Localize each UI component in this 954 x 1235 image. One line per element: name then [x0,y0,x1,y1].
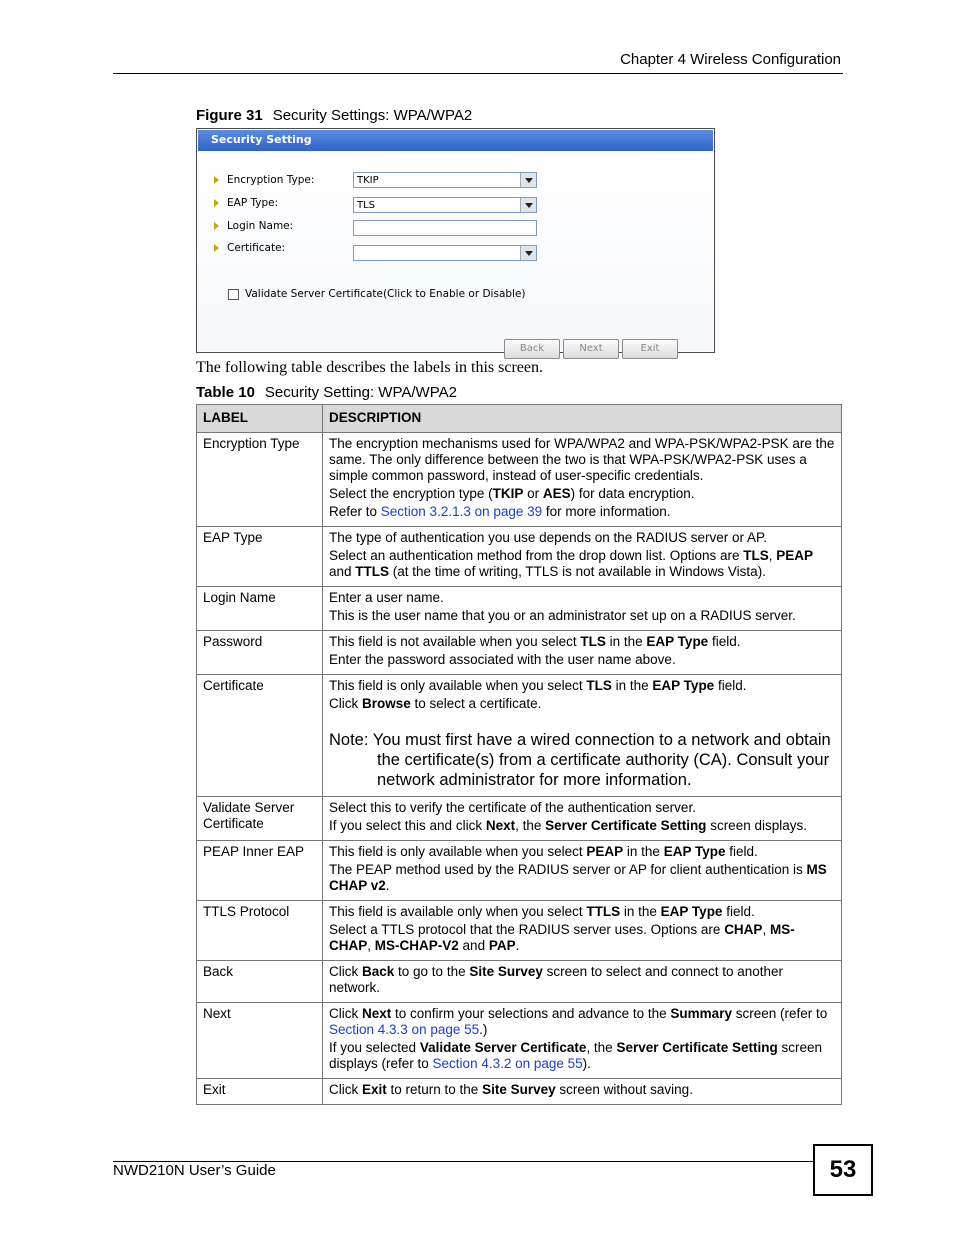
row-description: Enter a user name. This is the user name that you or an administrator set up on a RADIUS server. [323,587,842,631]
description-table [196,404,842,1105]
bullet-arrow-icon [214,176,219,184]
label-column-header: LABEL [197,405,323,433]
row-label: Validate Server Certificate [197,797,323,841]
row-label: Password [197,631,323,675]
table-row [197,797,842,841]
row-label: TTLS Protocol [197,901,323,961]
table-row [197,675,842,797]
chevron-down-icon[interactable] [520,246,536,260]
eap-type-value: TLS [357,200,376,211]
table-row [197,901,842,961]
validate-certificate-checkbox[interactable] [228,289,239,300]
chapter-header: Chapter 4 Wireless Configuration [620,51,841,68]
row-label: Back [197,961,323,1003]
table-caption [196,384,457,401]
description-column-header: DESCRIPTION [323,405,842,433]
encryption-type-select[interactable] [353,172,537,188]
note-text: Note: You must first have a wired connection to a network and obtain the certificate(s) from a certificate authority (CA). Consult your network administrator for more information. [329,731,831,789]
figure-label: Figure 31 [196,107,263,124]
next-button[interactable]: Next [563,339,619,359]
table-row [197,1079,842,1105]
section-432-link[interactable]: Section 4.3.2 on page 55 [432,1056,583,1071]
encryption-type-value: TKIP [357,175,379,186]
table-row [197,961,842,1003]
table-row [197,1003,842,1079]
figure-title: Security Settings: WPA/WPA2 [272,107,473,124]
security-setting-screenshot [196,128,715,353]
row-description: This field is not available when you select TLS in the EAP Type field. Enter the password associated with the user name above. [323,631,842,675]
login-name-label: Login Name: [227,220,294,232]
page-number: 53 [813,1144,873,1196]
guide-title: NWD210N User’s Guide [113,1162,276,1179]
validate-certificate-label: Validate Server Certificate(Click to Enable or Disable) [245,288,526,300]
row-description: The encryption mechanisms used for WPA/WPA2 and WPA-PSK/WPA2-PSK are the same. The only difference between the two is that WPA-PSK/WPA2-PSK uses a simple common password, instead of user-specific credentials. Select the encryption type (TKIP or AES) for data encryption. Refer to Section 3.2.1.3 on page 39 for more information. [323,433,842,527]
bullet-arrow-icon [214,222,219,230]
row-label: EAP Type [197,527,323,587]
eap-type-label: EAP Type: [227,197,279,209]
table-row [197,527,842,587]
row-label: Certificate [197,675,323,797]
row-description: Click Exit to return to the Site Survey screen without saving. [323,1079,842,1105]
row-description: Click Next to confirm your selections and advance to the Summary screen (refer to Section 4.3.3 on page 55.) If you selected Validate Server Certificate, the Server Certificate Setting screen displays (refer to Section 4.3.2 on page 55). [323,1003,842,1079]
bullet-arrow-icon [214,244,219,252]
settings-panel [198,151,713,354]
table-row [197,587,842,631]
figure-caption [196,107,472,124]
back-button[interactable]: Back [504,339,560,359]
field-encryption-type [214,174,314,186]
row-label: Login Name [197,587,323,631]
certificate-select[interactable] [353,245,537,261]
encryption-type-label: Encryption Type: [227,174,315,186]
field-certificate [214,242,285,254]
row-description: This field is only available when you select TLS in the EAP Type field. Click Browse to select a certificate. Note: You must first have a wired connection to a network and obtain the certificate(s) from a certificate authority (CA). Consult your network administrator for more information. [323,675,842,797]
row-label: Next [197,1003,323,1079]
table-title: Security Setting: WPA/WPA2 [264,384,457,401]
field-eap-type [214,197,278,209]
row-label: Encryption Type [197,433,323,527]
exit-button[interactable]: Exit [622,339,678,359]
row-description: The type of authentication you use depends on the RADIUS server or AP. Select an authentication method from the drop down list. Options are TLS, PEAP and TTLS (at the time of writing, TTLS is not available in Windows Vista). [323,527,842,587]
table-header-row [197,405,842,433]
eap-type-select[interactable] [353,197,537,213]
row-description: Click Back to go to the Site Survey screen to select and connect to another network. [323,961,842,1003]
section-3213-link[interactable]: Section 3.2.1.3 on page 39 [380,504,543,519]
login-name-input[interactable] [353,220,537,236]
certificate-label: Certificate: [227,242,286,254]
window-title: Security Setting [198,130,713,151]
field-login-name [214,220,293,232]
chevron-down-icon[interactable] [520,173,536,187]
row-description: This field is available only when you select TTLS in the EAP Type field. Select a TTLS protocol that the RADIUS server uses. Options are CHAP, MS-CHAP, MS-CHAP-V2 and PAP. [323,901,842,961]
table-row [197,631,842,675]
row-label: Exit [197,1079,323,1105]
table-label: Table 10 [196,384,255,401]
bullet-arrow-icon [214,199,219,207]
row-label: PEAP Inner EAP [197,841,323,901]
validate-certificate-row[interactable] [228,288,526,300]
table-row [197,433,842,527]
section-433-link[interactable]: Section 4.3.3 on page 55 [329,1022,480,1037]
row-description: Select this to verify the certificate of the authentication server. If you select this and click Next, the Server Certificate Setting screen displays. [323,797,842,841]
chevron-down-icon[interactable] [520,198,536,212]
header-rule [113,73,843,74]
row-description: This field is only available when you select PEAP in the EAP Type field. The PEAP method used by the RADIUS server or AP for client authentication is MS CHAP v2. [323,841,842,901]
table-row [197,841,842,901]
intro-text: The following table describes the labels in this screen. [196,359,544,376]
